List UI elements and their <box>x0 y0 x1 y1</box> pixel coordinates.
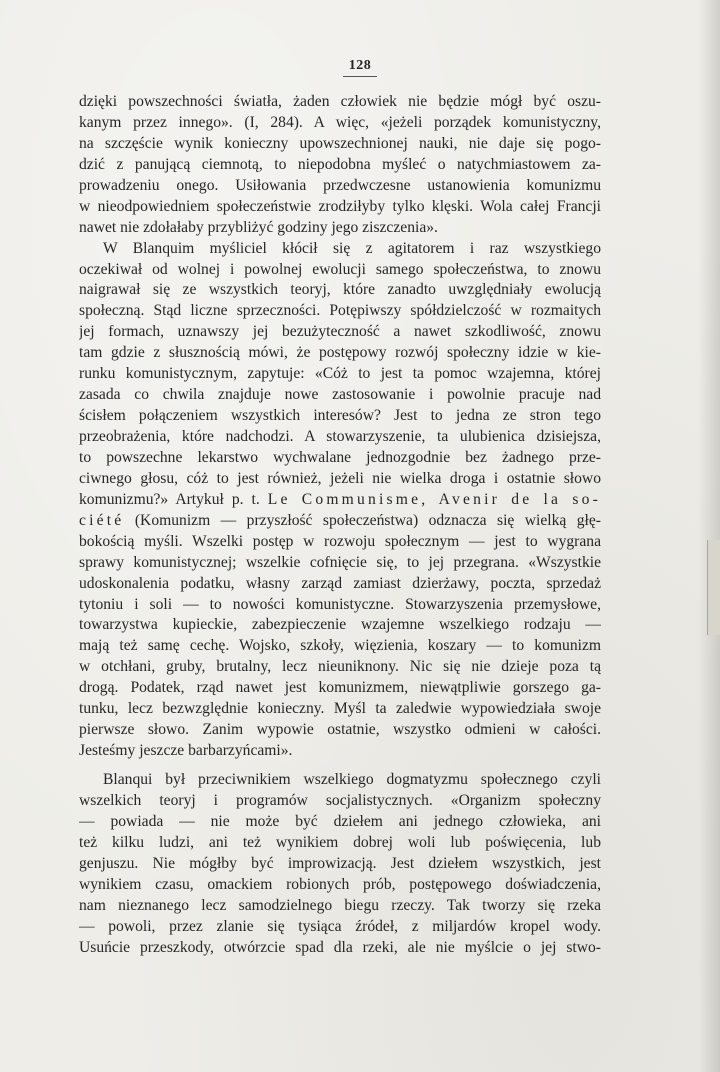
text-line: tam gdzie z słusznością mówi, że postępowy rozwój społeczny idzie w kie- <box>79 344 601 362</box>
text-line: runku komunistycznym, zapytuje: «Cóż to jest ta pomoc wzajemna, której <box>79 365 601 383</box>
text-line: prowadzeniu onego. Usiłowania przedwczesne ustanowienia komunizmu <box>79 176 601 194</box>
body-text <box>79 92 601 958</box>
text-line: wszelkich teoryj i programów socjalistycznych. «Organizm społeczny <box>79 791 601 809</box>
text-line: też kilku ludzi, ani też wynikiem dobrej woli lub poświęcenia, lub <box>79 833 601 851</box>
text-line: dzić z panującą ciemnotą, to niepodobna myśleć o natychmiastowem za- <box>79 155 601 173</box>
paragraph-3 <box>79 770 601 958</box>
text-line: społeczną. Stąd liczne sprzeczności. Potępiwszy spółdzielczość w rozmaitych <box>79 302 601 320</box>
paragraph-1 <box>79 92 601 239</box>
text-line: udoskonalenia podatku, własny zarząd zamiast dzierżawy, poczta, sprzedaż <box>79 574 601 592</box>
text-line: w otchłani, gruby, brutalny, lecz nieuniknony. Nic się nie dzieje poza tą <box>79 658 601 676</box>
page-number-underline <box>343 76 377 77</box>
text-line: ciwnego głosu, cóż to jest również, jeżeli nie wielka droga i ostatnie słowo <box>79 469 601 487</box>
text-line: pierwsze słowo. Zanim wypowie ostatnie, wszystko odmieni w całości. <box>79 721 601 739</box>
text-line: wynikiem czasu, omackiem robionych prób, postępowego doświadczenia, <box>79 875 601 893</box>
text-line: jej formach, uznawszy jej bezużyteczność a nawet szkodliwość, znowu <box>79 323 601 341</box>
text-line: tytoniu i soli — to nowości komunistyczne. Stowarzyszenia przemysłowe, <box>79 595 601 613</box>
page-tab-mark <box>707 540 720 635</box>
text-line: ciété (Komunizm — przyszłość społeczeństwa) odznacza się wielką głę- <box>79 511 601 529</box>
text-line: dzięki powszechności światła, żaden człowiek nie będzie mógł być oszu- <box>79 93 601 110</box>
page-edge-shadow <box>698 0 720 1072</box>
page-number-text: 128 <box>348 58 372 73</box>
paragraph-2 <box>79 239 601 762</box>
text-line: genjuszu. Nie mógłby być improwizacją. Jest dziełem wszystkich, jest <box>79 854 601 872</box>
text-line: Blanqui był przeciwnikiem wszelkiego dogmatyzmu społecznego czyli <box>103 771 601 788</box>
text-line: to powszechne lekarstwo wychwalane jednozgodnie bez żadnego prze- <box>79 448 601 466</box>
text-line: bokością myśli. Wszelki postęp w rozwoju społecznym — jest to wygrana <box>79 532 601 550</box>
text-line: na szczęście wynik konieczny upowszechnionej nauki, nie daje się pogo- <box>79 134 601 152</box>
text-line: sprawy komunistycznej; wszelkie cofnięcie się, to jej przegrana. «Wszystkie <box>79 553 601 571</box>
text-line: zasada co chwila znajduje nowe zastosowanie i powolnie pracuje nad <box>79 386 601 404</box>
paragraph-gap <box>79 762 601 770</box>
text-line: nawet nie zdołałaby przybliżyć godziny jego ziszczenia». <box>79 218 438 236</box>
text-line: oczekiwał od wolnej i powolnej ewolucji samego społeczeństwa, to znowu <box>79 260 601 278</box>
text-line: kanym przez innego». (I, 284). A więc, «jeżeli porządek komunistyczny, <box>79 113 601 131</box>
text-line: tunku, lecz bezwzględnie konieczny. Myśl ta zaledwie wypowiedziała swoje <box>79 700 601 718</box>
text-line: przeobrażenia, które nadchodzi. A stowarzyszenie, ta ulubienica dzisiejsza, <box>79 428 601 445</box>
text-line: W Blanquim myśliciel kłócił się z agitatorem i raz wszystkiego <box>103 239 601 257</box>
text-line: nam nieznanego lecz samodzielnego biegu rzeczy. Tak tworzy się rzeka <box>79 896 601 914</box>
text-line: towarzystwa kupieckie, zabezpieczenie wzajemne wszelkiego rodzaju — <box>79 616 601 634</box>
text-line: Usuńcie przeszkody, otwórzcie spad dla rzeki, ale nie myślcie o jej stwo- <box>79 938 601 956</box>
text-line: drogą. Podatek, rząd nawet jest komunizmem, niewątpliwie gorszego ga- <box>79 679 601 697</box>
text-line: komunizmu?» Artykuł p. t. Le Communisme, Avenir de la so- <box>79 490 601 508</box>
spaced-title-text: Le Communisme, Avenir de la so- <box>267 490 601 508</box>
text-line: — powiada — nie może być dziełem ani jednego człowieka, ani <box>79 812 601 830</box>
text-line: naigrawał się ze wszystkich teoryj, które zanadto uwzględniały ewolucją <box>79 281 601 299</box>
spaced-title-text: ciété <box>79 511 125 529</box>
text-line: ścisłem połączeniem wszystkich interesów? Jest to jedna ze stron tego <box>79 407 601 425</box>
text-line: mają też samę cechę. Wojsko, szkoły, więzienia, koszary — to komunizm <box>79 637 601 655</box>
text-line: — powoli, przez zlanie się tysiąca źródeł, z miljardów kropel wody. <box>79 917 601 935</box>
page-number <box>0 58 720 77</box>
text-line: w nieodpowiedniem społeczeństwie zrodziłyby tylko klęski. Wola całej Francji <box>79 197 601 215</box>
text-line: Jesteśmy jeszcze barbarzyńcami». <box>79 742 293 760</box>
